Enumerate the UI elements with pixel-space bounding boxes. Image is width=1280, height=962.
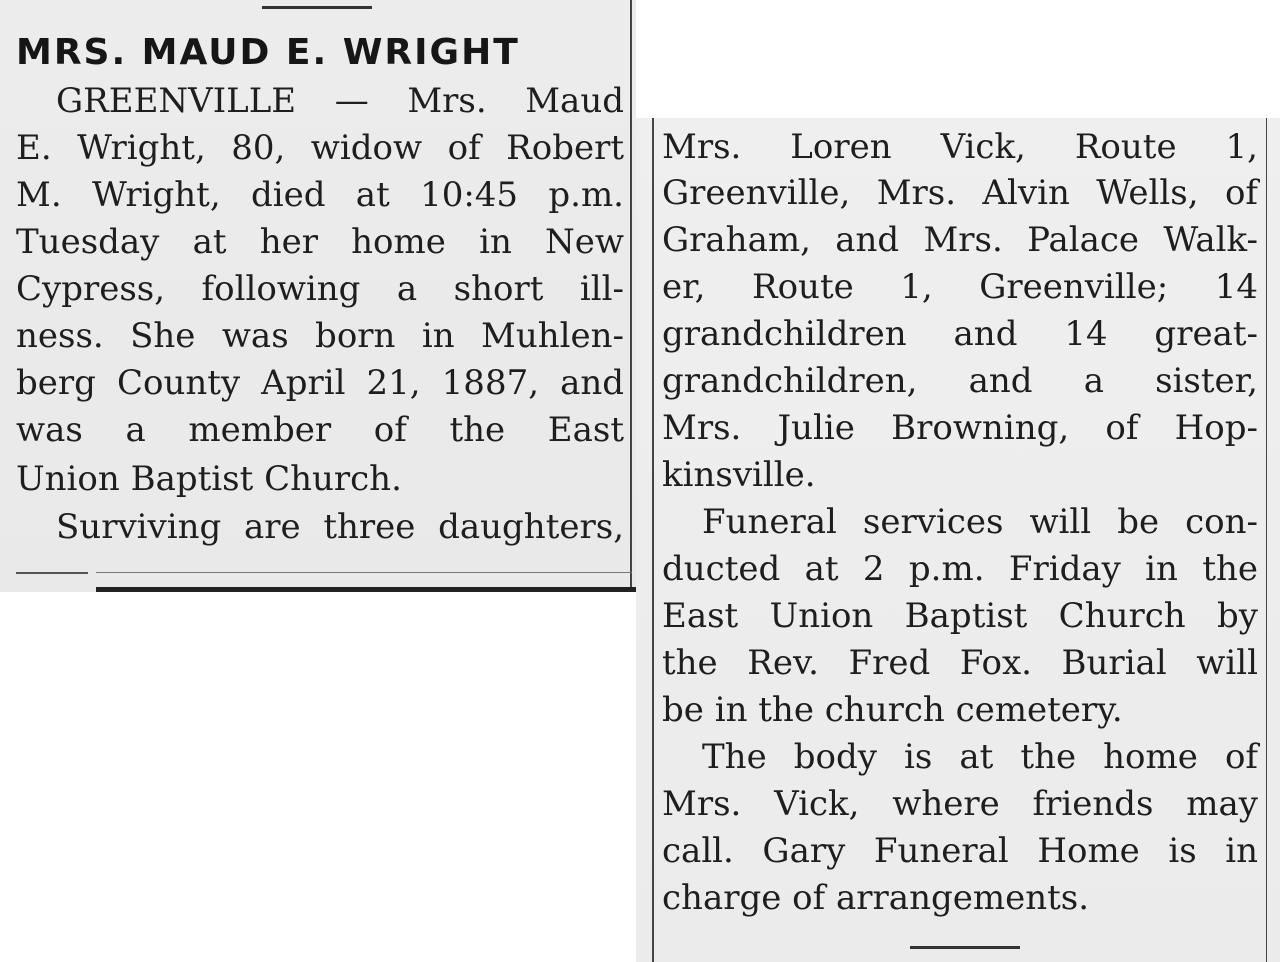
body-line: kinsville. — [662, 455, 816, 495]
top-rule — [262, 6, 372, 9]
obituary-headline: MRS. MAUD E. WRIGHT — [16, 32, 520, 73]
bottom-rule — [96, 572, 632, 573]
body-line: grandchildren, and a sister, — [662, 361, 1258, 401]
column-divider — [1266, 118, 1267, 962]
body-line: er, Route 1, Greenville; 14 — [662, 267, 1258, 307]
end-rule — [910, 946, 1020, 949]
body-line: berg County April 21, 1887, and — [16, 363, 624, 403]
body-line: charge of arrangements. — [662, 878, 1090, 918]
body-line: Surviving are three daughters, — [56, 507, 624, 547]
clipping-right — [636, 118, 1280, 962]
body-line: Mrs. Loren Vick, Route 1, — [662, 127, 1258, 167]
body-line: ness. She was born in Muhlen- — [16, 316, 624, 356]
body-line: Union Baptist Church. — [16, 459, 402, 499]
heavy-rule — [96, 587, 636, 592]
body-line: M. Wright, died at 10:45 p.m. — [16, 175, 624, 215]
body-line: Mrs. Vick, where friends may — [662, 784, 1258, 824]
body-line: Graham, and Mrs. Palace Walk- — [662, 220, 1258, 260]
body-line: was a member of the East — [16, 410, 624, 450]
body-line: be in the church cemetery. — [662, 690, 1123, 730]
clipping-left — [0, 0, 636, 592]
body-line: GREENVILLE — Mrs. Maud — [56, 81, 624, 121]
column-divider — [630, 0, 632, 592]
body-line: Mrs. Julie Browning, of Hop- — [662, 408, 1258, 448]
bottom-rule — [16, 572, 88, 574]
body-line: E. Wright, 80, widow of Robert — [16, 128, 624, 168]
body-line: grandchildren and 14 great- — [662, 314, 1258, 354]
body-line: ducted at 2 p.m. Friday in the — [662, 549, 1258, 589]
body-line: Funeral services will be con- — [702, 502, 1258, 542]
body-line: call. Gary Funeral Home is in — [662, 831, 1258, 871]
body-line: Greenville, Mrs. Alvin Wells, of — [662, 173, 1258, 213]
body-line: The body is at the home of — [702, 737, 1258, 777]
body-line: Tuesday at her home in New — [16, 222, 624, 262]
body-line: East Union Baptist Church by — [662, 596, 1258, 636]
body-line: Cypress, following a short ill- — [16, 269, 624, 309]
body-line: the Rev. Fred Fox. Burial will — [662, 643, 1258, 683]
column-divider — [652, 118, 654, 962]
